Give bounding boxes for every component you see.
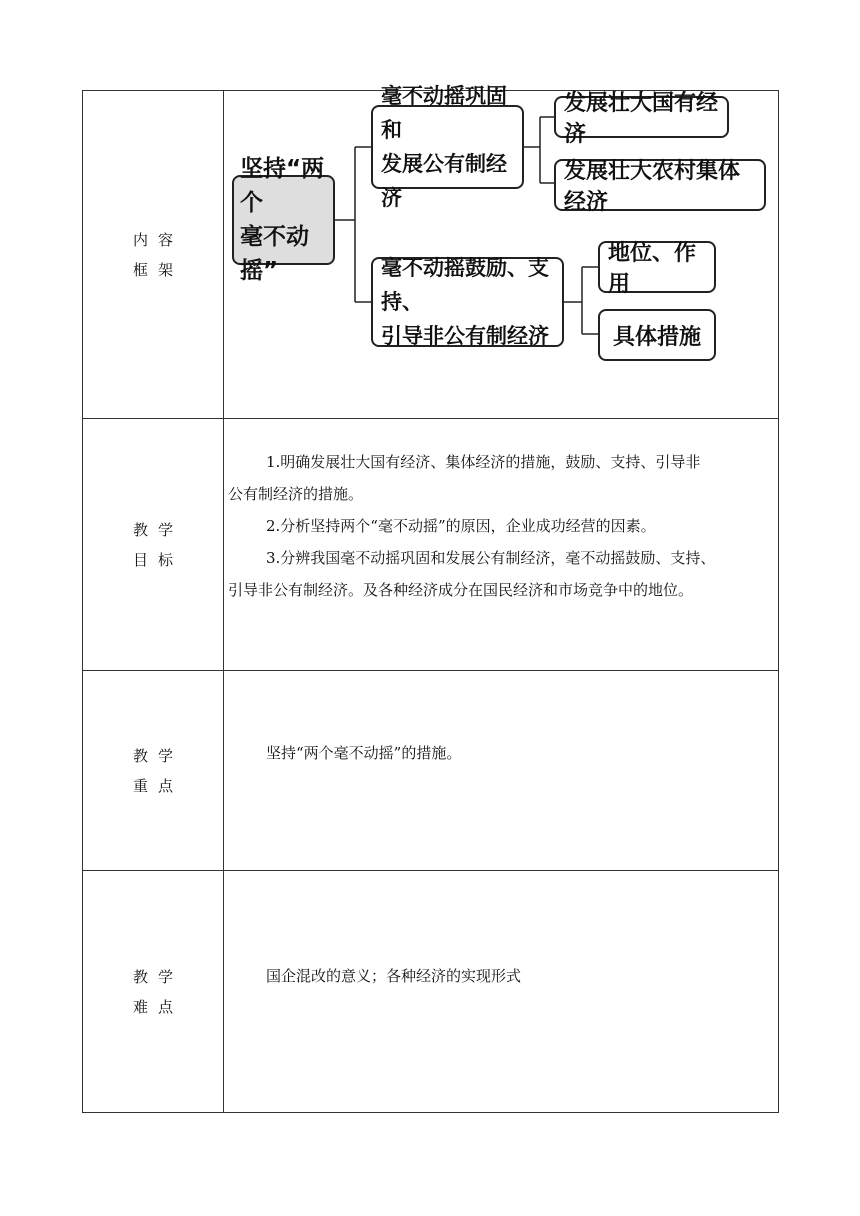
row-content-framework [83,84,778,419]
branch-a-line1: 毫不动摇巩固和 [381,84,507,142]
objective-line: 1.明确发展壮大国有经济、集体经济的措施，鼓励、支持、引导非 [266,453,701,471]
focus-text: 坚持“两个毫不动摇”的措施。 [266,744,462,762]
branch-a-line2: 发展公有制经济 [381,152,507,210]
objective-line: 2.分析坚持两个“毫不动摇”的原因，企业成功经营的因素。 [266,517,656,535]
row-label-line1: 教学 [132,520,183,539]
branch-b-line1: 毫不动摇鼓励、支持、 [381,256,549,314]
objective-line: 3.分辨我国毫不动摇巩固和发展公有制经济，毫不动摇鼓励、支持、 [266,549,716,567]
row-teaching-difficulty [83,871,778,1113]
mindmap-root-node [232,156,335,284]
mindmap-area [224,84,778,418]
objective-line: 引导非公有制经济。及各种经济成分在国民经济和市场竞争中的地位。 [228,581,694,599]
row-label [83,419,224,670]
lesson-plan-table [82,84,779,1113]
difficulty-content [224,871,778,1113]
leaf-state-economy-label: 发展壮大国有经济 [564,91,719,147]
objectives-content [224,419,778,670]
difficulty-text: 国企混改的意义；各种经济的实现形式 [266,967,522,985]
leaf-status-role-node [598,241,716,297]
objective-line: 公有制经济的措施。 [228,485,364,503]
focus-content [224,671,778,870]
leaf-measures-label: 具体措施 [612,324,701,350]
leaf-collective-economy-label: 发展壮大农村集体经济 [564,159,741,215]
branch-public-economy-node [371,84,524,210]
branch-non-public-economy-node [371,257,564,347]
row-label [83,871,224,1113]
root-line1: 坚持“两个 [240,156,325,216]
row-label-line1: 教学 [132,968,183,986]
leaf-collective-economy-node [554,159,766,215]
row-teaching-objectives [83,419,778,671]
branch-b-line2: 引导非公有制经济 [381,324,549,348]
leaf-measures-node [598,309,716,361]
row-label-line2: 难点 [132,998,183,1016]
row-label-line2: 框架 [132,260,183,279]
leaf-state-economy-node [554,91,729,147]
row-label [83,91,224,418]
row-label [83,671,224,870]
row-label-line2: 目标 [132,550,183,569]
root-line2: 毫不动摇” [240,224,309,284]
row-label-line1: 内容 [132,230,183,249]
row-label-line2: 重点 [132,776,183,795]
row-label-line1: 教学 [132,746,183,765]
leaf-status-role-label: 地位、作用 [608,241,697,297]
row-teaching-focus [83,671,778,871]
